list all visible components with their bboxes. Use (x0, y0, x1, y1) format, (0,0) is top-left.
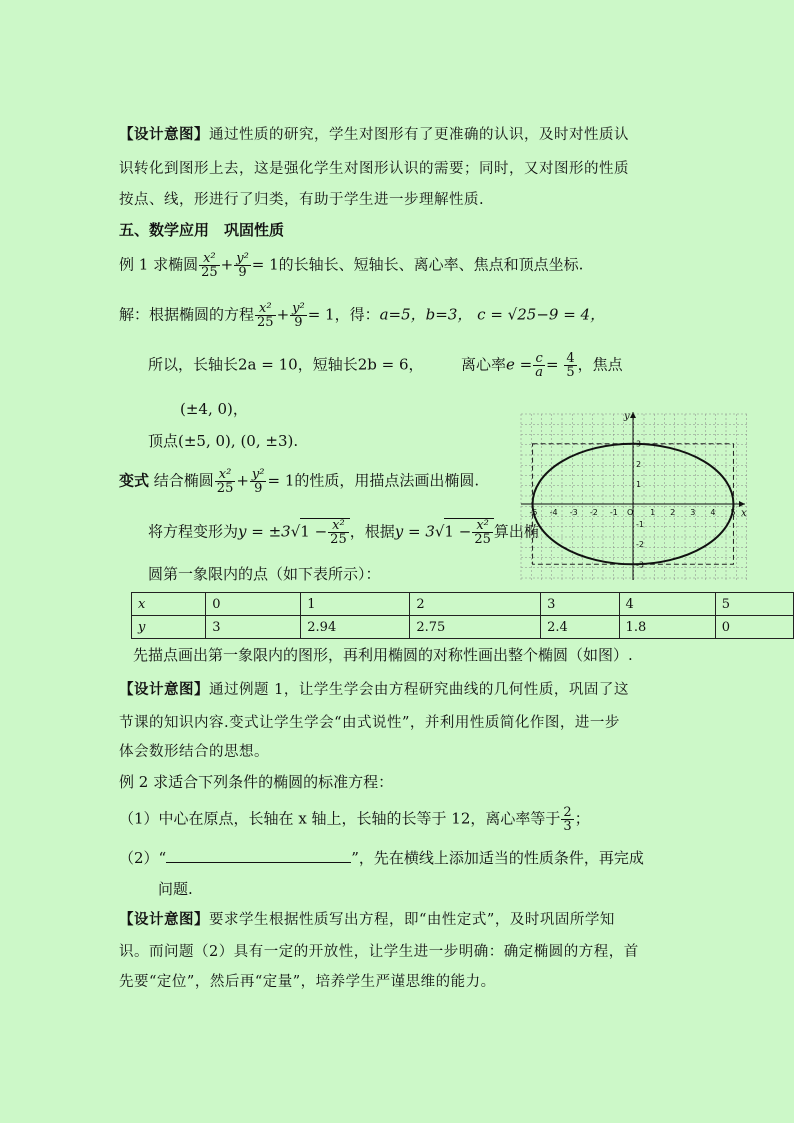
fraction-y2-9 (234, 252, 251, 279)
q1-end: ； (574, 809, 590, 828)
q2-text: ”，先在横线上添加适当的性质条件，再完成 (351, 849, 644, 867)
fraction-x2-25 (199, 252, 220, 279)
design-intent-tag: 【设计意图】 (119, 911, 209, 928)
example-1-prefix: 例 1 求椭圆 (119, 255, 199, 274)
design-intent-tag: 【设计意图】 (119, 126, 209, 143)
design-intent-text: 要求学生根据性质写出方程，即“由性定式”，及时巩固所学知 (209, 912, 615, 928)
x-tick-label: 3 (690, 508, 696, 517)
minor-axis: 2b = 6 (357, 355, 409, 374)
denominator: 3 (563, 819, 572, 834)
variant-line3: 圆第一象限内的点（如下表所示）： (148, 565, 381, 583)
x-tick-label: -4 (549, 508, 558, 517)
denominator: 9 (294, 315, 303, 330)
design-intent-1 (119, 123, 629, 144)
x-tick-label: 2 (670, 508, 676, 517)
fraction-2-3 (561, 806, 573, 833)
numerator: x² (472, 519, 493, 533)
table-cell: 3 (206, 616, 301, 639)
x-tick-label: O (627, 508, 634, 517)
sqrt-sign: √ (434, 522, 445, 541)
numerator: x² (215, 468, 236, 482)
design-intent-3-line2: 识。而问题（2）具有一定的开放性，让学生进一步明确：确定椭圆的方程，首 (119, 944, 639, 960)
numerator: y² (236, 251, 249, 266)
so-prefix: 所以，长轴长 (148, 355, 239, 374)
design-intent-3-line3: 先要“定位”，然后再“定量”，培养学生严谨思维的能力。 (119, 974, 496, 990)
fraction-x2-25 (472, 519, 493, 546)
table-row (132, 616, 794, 639)
numerator: 4 (566, 351, 575, 366)
variant-line2b: ，根据 (349, 522, 395, 541)
y-tick-label: -3 (636, 560, 644, 570)
variant-eq1: y = ±3 (238, 522, 291, 541)
x-tick-label: 5 (730, 508, 736, 517)
y-tick-label: 2 (636, 459, 642, 469)
y-tick-label: 3 (636, 439, 642, 449)
fraction-4-5 (564, 352, 576, 379)
numerator: y² (292, 301, 305, 316)
table-row-header: x (132, 593, 206, 616)
y-axis-label: y (624, 411, 630, 422)
denominator: 25 (216, 481, 234, 496)
numerator: x² (328, 519, 349, 533)
one-minus: 1 − (300, 522, 328, 541)
denominator: 9 (238, 265, 247, 280)
design-intent-2-line3: 体会数形结合的思想。 (119, 744, 269, 760)
denominator: 25 (201, 265, 218, 280)
q1-text: （1）中心在原点，长轴在 x 轴上，长轴的长等于 12，离心率等于 (119, 809, 561, 828)
table-cell: 1 (301, 593, 410, 616)
ellipse-graph (519, 410, 751, 582)
design-intent-text: 通过性质的研究，学生对图形有了更准确的认识，及时对性质认 (209, 127, 629, 143)
variant-line2a: 将方程变形为 (148, 522, 239, 541)
table-cell: 0 (206, 593, 301, 616)
so-line (148, 352, 623, 379)
denominator: 5 (566, 365, 575, 380)
blank-line[interactable] (166, 849, 351, 863)
solution: 解：根据椭圆的方程 $\frac{\text{x²}}{25}$ + $\frac{\text{y²}}{9}$ = 1，得：a=5，b=3， c = √25−9 = 4， (119, 301, 606, 330)
solution-prefix: 解：根据椭圆的方程 (119, 305, 255, 324)
x-tick-label: -2 (589, 508, 598, 517)
ecc-label: ， 离心率 (408, 355, 507, 374)
vertex-label: 顶点 (148, 432, 179, 450)
section-heading: 五、数学应用 巩固性质 (119, 221, 285, 239)
example-2-q2 (119, 847, 644, 868)
equals-one: = 1 (267, 471, 295, 490)
example-1: 例 1 求椭圆 $\frac{\text{x²}}{25}$ + $\frac{\text{y²}}{9}$ = 1的长轴长、短轴长、离心率、焦点和顶点坐标. (119, 251, 584, 280)
fraction-y2-9 (250, 468, 267, 495)
numerator: x² (255, 302, 276, 316)
y-axis-arrow (630, 412, 636, 418)
after-table-text: 先描点画出第一象限内的图形，再利用椭圆的对称性画出整个椭圆（如图）. (133, 646, 633, 664)
table-cell: 1.8 (619, 616, 715, 639)
table-cell: 4 (619, 593, 715, 616)
denominator: 25 (474, 532, 491, 547)
minor-label: ，短轴长 (297, 355, 358, 374)
sqrt-sign: √ (290, 522, 301, 541)
ecc-lhs: e = (506, 355, 533, 374)
equals-one: = 1 (251, 255, 279, 274)
b-value: b=3， (425, 305, 473, 324)
sqrt-body (300, 518, 349, 546)
numerator: x² (199, 252, 220, 266)
c-value: c = √25−9 = 4， (477, 305, 606, 324)
design-intent-2 (119, 678, 629, 699)
table-cell: 0 (715, 616, 793, 639)
example-2-q2-cont: 问题. (158, 880, 193, 898)
equals-one: = 1 (307, 305, 335, 324)
y-tick-label: -1 (636, 520, 644, 530)
sqrt-body (444, 518, 493, 546)
foci: (±4, 0)， (180, 400, 248, 418)
table-row-header: y (132, 616, 206, 639)
denominator: a (535, 365, 544, 380)
variant-eq2: y = 3 (394, 522, 435, 541)
table-cell: 2 (410, 593, 541, 616)
denominator: 25 (257, 315, 274, 330)
design-intent-1-line2: 识转化到图形上去，这是强化学生对图形认识的需要；同时，又对图形的性质 (119, 161, 629, 177)
variant-text2: 的性质，用描点法画出椭圆. (294, 471, 480, 490)
x-axis-label: x (741, 508, 747, 519)
table-cell: 2.4 (541, 616, 619, 639)
y-tick-label: -2 (636, 540, 644, 550)
y-tick-label: 1 (636, 479, 642, 489)
variant-text1: 结合椭圆 (149, 471, 214, 490)
x-tick-label: -1 (609, 508, 618, 517)
a-value: a=5， (379, 305, 426, 324)
equals: = (546, 355, 564, 374)
design-intent-2-line2: 节课的知识内容.变式让学生学会“由式说性”，并利用性质简化作图，进一步 (119, 715, 620, 731)
fraction-c-a (533, 352, 545, 379)
example-2-title: 例 2 求适合下列条件的椭圆的标准方程： (119, 773, 394, 791)
variant-line2c: 算出椭 (493, 522, 539, 541)
numerator: c (533, 352, 545, 366)
x-tick-label: 4 (710, 508, 716, 517)
x-tick-label: -3 (569, 508, 578, 517)
fraction-x2-25 (255, 302, 276, 329)
variant: 变式 结合椭圆 $\frac{\text{x²}}{25}$ + $\frac{\text{y²}}{9}$ = 1的性质，用描点法画出椭圆. (119, 467, 480, 496)
table-cell: 2.94 (301, 616, 410, 639)
x-tick-label: -5 (529, 508, 538, 517)
example-2-q1 (119, 806, 590, 833)
q2-open: （2）“ (119, 849, 167, 867)
variant-prefix: 变式 (119, 471, 150, 490)
one-minus: 1 − (444, 522, 472, 541)
denominator: 9 (254, 481, 263, 496)
design-intent-tag: 【设计意图】 (119, 681, 209, 698)
example-1-suffix: 的长轴长、短轴长、离心率、焦点和顶点坐标. (278, 255, 584, 274)
vertices-line (148, 430, 298, 451)
table-cell: 5 (715, 593, 793, 616)
major-axis: 2a = 10 (238, 355, 298, 374)
solution-mid: ，得： (334, 305, 380, 324)
design-intent-text: 通过例题 1，让学生学会由方程研究曲线的几何性质，巩固了这 (209, 682, 629, 698)
fraction-y2-9 (290, 302, 307, 329)
table-row (132, 593, 794, 616)
table-cell: 3 (541, 593, 619, 616)
table-cell: 2.75 (410, 616, 541, 639)
design-intent-3 (119, 908, 615, 929)
x-tick-label: 1 (650, 508, 656, 517)
numerator: y² (251, 467, 265, 482)
focus-label: ，焦点 (577, 355, 623, 374)
fraction-x2-25 (215, 468, 236, 495)
vertices: (±5, 0), (0, ±3). (178, 432, 299, 450)
variant-line2 (148, 518, 539, 546)
fraction-x2-25 (328, 519, 349, 546)
design-intent-1-line3: 按点、线，形进行了归类，有助于学生进一步理解性质. (119, 192, 485, 208)
denominator: 25 (330, 532, 347, 547)
numerator: 2 (563, 805, 572, 820)
values-table (131, 592, 794, 639)
